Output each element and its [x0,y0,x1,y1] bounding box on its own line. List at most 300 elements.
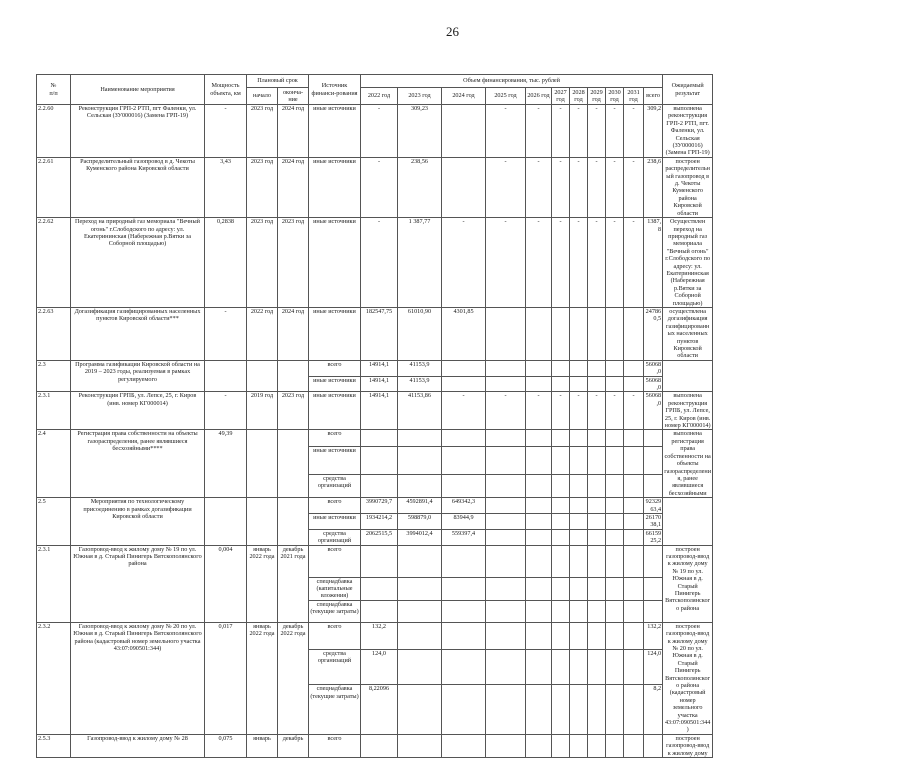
year-value-cell: - [486,105,526,158]
year-value-cell [624,307,644,360]
start-cell: январь 2022 года [247,622,278,734]
year-value-cell [442,600,486,622]
year-value-cell [588,577,606,600]
year-value-cell: - [570,157,588,217]
year-value-cell [486,513,526,529]
year-value-cell: - [486,392,526,430]
year-value-cell [398,430,442,446]
expected-result [663,360,713,392]
year-value-cell [606,430,624,446]
expected-result: построен газопровод-ввод к жилому дому № 19 по ул. Южная в д. Старый Пинигерь Вятскополянского района [663,545,713,622]
year-value-cell [588,685,606,735]
total-cell [644,430,663,446]
start-cell [247,430,278,498]
year-value-cell [624,577,644,600]
start-cell: январь [247,734,278,757]
row-number: 2.3.1 [37,545,71,622]
year-value-cell [361,474,398,497]
year-value-cell: - [486,218,526,308]
year-value-cell: - [624,218,644,308]
year-value-cell [526,577,552,600]
year-value-cell: 61010,90 [398,307,442,360]
year-value-cell [588,430,606,446]
year-value-cell [570,376,588,392]
year-value-cell: 41153,9 [398,376,442,392]
year-value-cell: - [606,157,624,217]
year-value-cell [486,649,526,685]
year-value-cell: 2062515,5 [361,529,398,545]
expected-result: Осуществлен переход на природный газ мемориала "Вечный огонь" г.Слободского по адресу: ул. Екатерининская (Набережная р.Вятки за Соборной площадью) [663,218,713,308]
end-cell: 2024 год [278,157,309,217]
capacity-cell [205,498,247,545]
table-row [37,360,870,376]
source-cell: всего [309,360,361,376]
expected-result: выполнена реконструкция ГРПБ, ул. Лепсе, 25, г. Киров (инв. номер КГ000014) [663,392,713,430]
year-value-cell: - [624,157,644,217]
header-year: 2024 год [442,88,486,105]
year-value-cell [588,622,606,649]
year-value-cell [570,734,588,757]
header-year: 2031 год [624,88,644,105]
year-value-cell [624,529,644,545]
year-value-cell [552,513,570,529]
table-header [37,75,870,105]
total-cell: 56068,0 [644,360,663,376]
total-cell: 6615925,2 [644,529,663,545]
capacity-cell: 0,075 [205,734,247,757]
header-start: начало [247,88,278,105]
year-value-cell: - [442,218,486,308]
header-year: 2025 год [486,88,526,105]
row-number: 2.5.3 [37,734,71,757]
year-value-cell [552,498,570,514]
year-value-cell: - [552,218,570,308]
year-value-cell [526,545,552,577]
start-cell [247,498,278,545]
year-value-cell [442,649,486,685]
start-cell: 2023 год [247,157,278,217]
year-value-cell [526,513,552,529]
year-value-cell [570,474,588,497]
year-value-cell [361,734,398,757]
year-value-cell [588,529,606,545]
expected-result [663,498,713,545]
row-number: 2.4 [37,430,71,498]
year-value-cell [526,600,552,622]
measure-name: Газопровод-ввод к жилому дому № 28 [71,734,205,757]
year-value-cell [442,376,486,392]
year-value-cell [588,376,606,392]
source-cell: всего [309,545,361,577]
end-cell: декабрь [278,734,309,757]
year-value-cell [526,474,552,497]
year-value-cell: 14914,1 [361,376,398,392]
year-value-cell [624,600,644,622]
year-value-cell [442,157,486,217]
start-cell [247,360,278,392]
year-value-cell [526,376,552,392]
year-value-cell: 309,23 [398,105,442,158]
year-value-cell [552,360,570,376]
year-value-cell [588,600,606,622]
header-year: 2026 год [526,88,552,105]
source-cell: иные источники [309,376,361,392]
year-value-cell: - [442,392,486,430]
start-cell: январь 2022 года [247,545,278,622]
year-value-cell [570,545,588,577]
year-value-cell [588,649,606,685]
end-cell: 2023 год [278,218,309,308]
expected-result: построен распределительный газопровод в д. Чекоты Куменского района Кировской области [663,157,713,217]
year-value-cell [486,685,526,735]
total-cell [644,734,663,757]
year-value-cell: - [570,392,588,430]
measure-name: Переход на природный газ мемориала "Вечный огонь" г.Слободского по адресу: ул. Екатерининская (Набережная р.Вятки за Соборной площадью) [71,218,205,308]
year-value-cell: 3990729,7 [361,498,398,514]
year-value-cell: 4301,85 [442,307,486,360]
year-value-cell: 1934214,2 [361,513,398,529]
measure-name: Реконструкция ГРП-2 РТП, пгт Фаленки, ул. Сельская (ЗУ000016) (Замена ГРП-19) [71,105,205,158]
year-value-cell [606,577,624,600]
source-cell: средства организаций [309,529,361,545]
source-cell: спецнадбавка (текущие затраты) [309,600,361,622]
year-value-cell [606,685,624,735]
header-name: Наименование мероприятия [71,75,205,105]
year-value-cell: - [570,218,588,308]
measure-name: Догазификация газифицированных населенных пунктов Кировской области*** [71,307,205,360]
year-value-cell [624,734,644,757]
year-value-cell [552,446,570,474]
total-cell [644,446,663,474]
year-value-cell [552,649,570,685]
total-cell: 2617038,1 [644,513,663,529]
header-year: 2028 год [570,88,588,105]
year-value-cell [606,513,624,529]
header-year: 2030 год [606,88,624,105]
year-value-cell [552,622,570,649]
year-value-cell [552,474,570,497]
year-value-cell [570,498,588,514]
year-value-cell: 14914,1 [361,392,398,430]
year-value-cell: 182547,75 [361,307,398,360]
table-row [37,622,870,649]
year-value-cell [624,649,644,685]
year-value-cell [570,622,588,649]
year-value-cell [606,498,624,514]
expected-result: выполнена реконструкция ГРП-2 РТП, пгт. Фаленки, ул. Сельская (ЗУ000016) (Замена ГРП-19) [663,105,713,158]
source-cell: спецнадбавка (капитальные вложения) [309,577,361,600]
year-value-cell [398,734,442,757]
row-number: 2.3.1 [37,392,71,430]
year-value-cell [588,474,606,497]
year-value-cell [552,577,570,600]
row-number: 2.3 [37,360,71,392]
year-value-cell [588,446,606,474]
year-value-cell: - [361,105,398,158]
year-value-cell: - [361,157,398,217]
total-cell: 56068,0 [644,392,663,430]
year-value-cell [398,622,442,649]
year-value-cell [570,577,588,600]
header-end: оконча-ние [278,88,309,105]
year-value-cell [570,649,588,685]
year-value-cell [606,529,624,545]
year-value-cell [588,498,606,514]
year-value-cell [442,577,486,600]
year-value-cell: 3994012,4 [398,529,442,545]
year-value-cell [486,307,526,360]
total-cell: 9232963,4 [644,498,663,514]
start-cell: 2023 год [247,218,278,308]
year-value-cell [606,474,624,497]
end-cell: декабрь 2022 года [278,622,309,734]
year-value-cell [552,430,570,446]
year-value-cell [570,600,588,622]
year-value-cell [442,622,486,649]
end-cell: декабрь 2021 года [278,545,309,622]
year-value-cell: - [606,392,624,430]
year-value-cell: - [570,105,588,158]
expected-result: построен газопровод-ввод к жилому дому [663,734,713,757]
year-value-cell [624,474,644,497]
year-value-cell [552,545,570,577]
year-value-cell: - [526,392,552,430]
source-cell: иные источники [309,513,361,529]
year-value-cell [486,545,526,577]
year-value-cell: 132,2 [361,622,398,649]
end-cell: 2024 год [278,307,309,360]
year-value-cell [526,734,552,757]
year-value-cell [486,600,526,622]
year-value-cell: 238,56 [398,157,442,217]
row-number: 2.2.63 [37,307,71,360]
year-value-cell: 14914,1 [361,360,398,376]
table-row [37,430,870,446]
capacity-cell: - [205,307,247,360]
year-value-cell [570,685,588,735]
year-value-cell: - [526,105,552,158]
capacity-cell: 0,2838 [205,218,247,308]
year-value-cell: - [588,105,606,158]
header-volume: Объем финансирования, тыс. рублей [361,75,663,88]
year-value-cell [442,446,486,474]
total-cell [644,577,663,600]
capacity-cell: - [205,105,247,158]
end-cell [278,360,309,392]
year-value-cell [442,105,486,158]
total-cell [644,474,663,497]
row-number: 2.2.61 [37,157,71,217]
year-value-cell: - [552,157,570,217]
year-value-cell [361,545,398,577]
table-body [37,105,870,758]
header-year: 2023 год [398,88,442,105]
year-value-cell [398,577,442,600]
source-cell: средства организаций [309,474,361,497]
year-value-cell [486,474,526,497]
year-value-cell [624,360,644,376]
year-value-cell [624,498,644,514]
year-value-cell: 124,0 [361,649,398,685]
measure-name: Газопровод-ввод к жилому дому № 20 по ул. Южная в д. Старый Пинигерь Вятскополянского района (кадастровый номер земельного участка 43:07:090501:344) [71,622,205,734]
table-row [37,392,870,430]
header-capacity: Мощность объекта, км [205,75,247,105]
year-value-cell [588,545,606,577]
year-value-cell [442,734,486,757]
header-num: № п/п [37,75,71,105]
year-value-cell [442,360,486,376]
year-value-cell [606,600,624,622]
year-value-cell [552,685,570,735]
table-row [37,218,870,308]
measure-name: Газопровод-ввод к жилому дому № 19 по ул. Южная в д. Старый Пинигерь Вятскополянского района [71,545,205,622]
year-value-cell [526,360,552,376]
measure-name: Регистрация права собственности на объекты газораспределения, ранее являвшиеся бесхозяйными**** [71,430,205,498]
year-value-cell: - [588,157,606,217]
year-value-cell [606,545,624,577]
year-value-cell [486,376,526,392]
year-value-cell [442,474,486,497]
year-value-cell [588,734,606,757]
source-cell: всего [309,498,361,514]
year-value-cell [526,649,552,685]
expected-result: построен газопровод-ввод к жилому дому № 20 по ул. Южная в д. Старый Пинигерь Вятскополянского района (кадастровый номер земельного участка 43:07:090501:344) [663,622,713,734]
year-value-cell [442,545,486,577]
start-cell: 2023 год [247,105,278,158]
year-value-cell [526,307,552,360]
year-value-cell [570,430,588,446]
source-cell: всего [309,430,361,446]
year-value-cell [442,430,486,446]
year-value-cell [606,622,624,649]
year-value-cell [624,622,644,649]
year-value-cell [361,430,398,446]
year-value-cell [398,600,442,622]
year-value-cell: 41153,9 [398,360,442,376]
measure-name: Мероприятия по технологическому присоединению в рамках догазификации Кировской области [71,498,205,545]
capacity-cell [205,360,247,392]
year-value-cell [442,685,486,735]
year-value-cell [624,545,644,577]
capacity-cell: - [205,392,247,430]
row-number: 2.3.2 [37,622,71,734]
total-cell [644,600,663,622]
year-value-cell [606,360,624,376]
total-cell: 124,0 [644,649,663,685]
year-value-cell [486,446,526,474]
total-cell: 238,6 [644,157,663,217]
year-value-cell: - [526,157,552,217]
year-value-cell [588,307,606,360]
source-cell: иные источники [309,392,361,430]
year-value-cell: 598879,0 [398,513,442,529]
total-cell: 247860,5 [644,307,663,360]
year-value-cell [526,430,552,446]
year-value-cell [570,360,588,376]
total-cell: 56068,0 [644,376,663,392]
year-value-cell: 8,22096 [361,685,398,735]
source-cell: иные источники [309,157,361,217]
start-cell: 2019 год [247,392,278,430]
year-value-cell [361,577,398,600]
total-cell: 309,2 [644,105,663,158]
year-value-cell: - [606,105,624,158]
header-source: Источник финанси-рования [309,75,361,105]
source-cell: иные источники [309,446,361,474]
year-value-cell [552,529,570,545]
year-value-cell: 83944,9 [442,513,486,529]
table-row [37,498,870,514]
year-value-cell [570,307,588,360]
year-value-cell: 1 387,77 [398,218,442,308]
end-cell: 2024 год [278,105,309,158]
year-value-cell [486,622,526,649]
year-value-cell: - [624,105,644,158]
year-value-cell [398,446,442,474]
year-value-cell [606,376,624,392]
year-value-cell [624,376,644,392]
row-number: 2.2.62 [37,218,71,308]
year-value-cell [526,446,552,474]
measure-name: Программа газификации Кировской области на 2019 – 2023 годы, реализуемая в рамках регулируемого [71,360,205,392]
header-year: 2022 год [361,88,398,105]
end-cell [278,430,309,498]
capacity-cell: 3,43 [205,157,247,217]
end-cell [278,498,309,545]
table-row [37,105,870,158]
year-value-cell [486,577,526,600]
source-cell: иные источники [309,218,361,308]
expected-result: выполнена регистрация права собственности на объекты газораспределения, ранее являвшиеся бесхозяйными [664,430,712,497]
source-cell: иные источники [309,307,361,360]
capacity-cell: 49,39 [205,430,247,498]
header-result: Ожидаемый результат [663,75,713,105]
year-value-cell [570,446,588,474]
year-value-cell [361,600,398,622]
row-number: 2.2.60 [37,105,71,158]
year-value-cell [570,529,588,545]
year-value-cell: - [486,157,526,217]
year-value-cell [486,498,526,514]
year-value-cell: - [526,218,552,308]
end-cell: 2023 год [278,392,309,430]
year-value-cell [624,446,644,474]
year-value-cell: - [588,392,606,430]
total-cell [644,545,663,577]
year-value-cell [486,529,526,545]
measure-name: Распределительный газопровод в д. Чекоты Куменского района Кировской области [71,157,205,217]
year-value-cell: 649342,3 [442,498,486,514]
year-value-cell: - [552,392,570,430]
financing-table [36,74,870,758]
year-value-cell [588,360,606,376]
capacity-cell: 0,017 [205,622,247,734]
expected-result: осуществлена догазификация газифицированных населенных пунктов Кировской области [663,307,713,360]
year-value-cell [526,529,552,545]
year-value-cell [552,600,570,622]
start-cell: 2022 год [247,307,278,360]
year-value-cell [570,513,588,529]
year-value-cell [486,430,526,446]
source-cell: средства организаций [309,649,361,685]
year-value-cell [552,376,570,392]
year-value-cell [588,513,606,529]
year-value-cell [624,685,644,735]
measure-name: Реконструкция ГРПБ, ул. Лепсе, 25, г. Киров (инв. номер КГ000014) [71,392,205,430]
row-number: 2.5 [37,498,71,545]
year-value-cell [486,734,526,757]
year-value-cell: - [361,218,398,308]
